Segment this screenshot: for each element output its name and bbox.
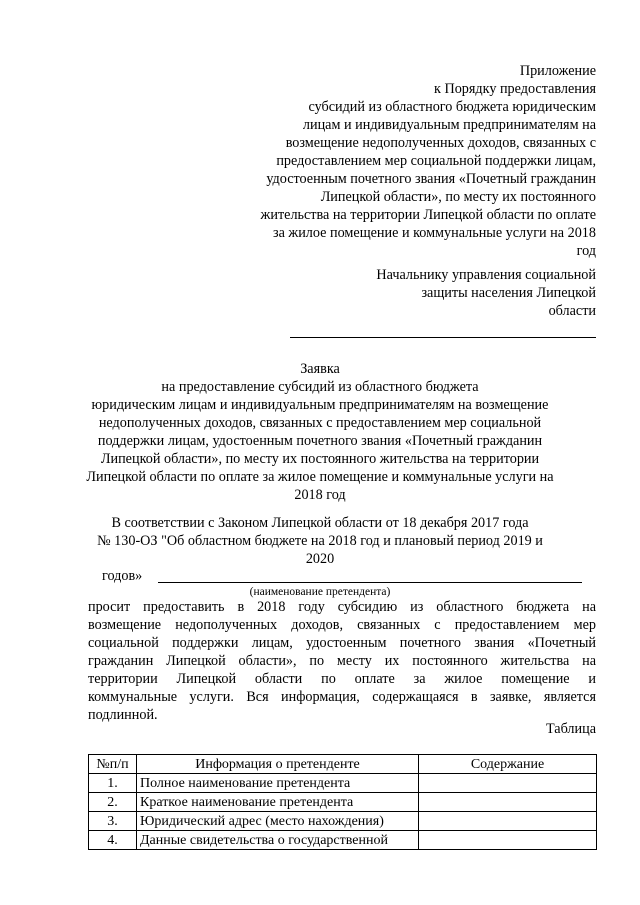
appendix-line: Приложение bbox=[519, 63, 596, 79]
table-row bbox=[89, 812, 597, 831]
row-content-cell[interactable] bbox=[419, 831, 597, 850]
appendix-header bbox=[196, 62, 596, 260]
row-number: 1. bbox=[89, 774, 137, 793]
appendix-line: жительства на территории Липецкой области по оплате bbox=[260, 207, 596, 223]
header-content: Содержание bbox=[419, 755, 597, 774]
years-word: годов» bbox=[102, 568, 143, 584]
row-info: Юридический адрес (место нахождения) bbox=[137, 812, 419, 831]
appendix-line: за жилое помещение и коммунальные услуги на 2018 bbox=[272, 225, 596, 241]
row-content-cell[interactable] bbox=[419, 812, 597, 831]
row-number: 4. bbox=[89, 831, 137, 850]
appendix-line: Липецкой области», по месту их постоянного bbox=[320, 189, 596, 205]
body-line: коммунальные услуги. Вся информация, содержащаяся в заявке, является bbox=[88, 689, 596, 705]
table-row bbox=[89, 831, 597, 850]
applicant-name-underline bbox=[158, 582, 582, 583]
applicant-info-table bbox=[88, 754, 597, 850]
application-title bbox=[44, 360, 596, 504]
appendix-line: год bbox=[576, 243, 596, 259]
table-row bbox=[89, 774, 597, 793]
appendix-line: лицам и индивидуальным предпринимателям на bbox=[302, 117, 596, 133]
addressee-block bbox=[276, 266, 596, 320]
appendix-line: к Порядку предоставления bbox=[434, 81, 596, 97]
applicant-name-field[interactable] bbox=[102, 567, 582, 585]
title-line: поддержки лицам, удостоенным почетного звания «Почетный гражданин bbox=[97, 433, 543, 449]
body-line: гражданин Липецкой области», по месту их постоянного жительства на bbox=[88, 653, 596, 669]
appendix-line: предоставлением мер социальной поддержки лицам, bbox=[276, 153, 596, 169]
body-line: просит предоставить в 2018 году субсидию из областного бюджета на bbox=[88, 599, 596, 615]
intro-paragraph bbox=[44, 514, 596, 568]
title-line: Липецкой области по оплате за жилое помещение и коммунальные услуги на bbox=[86, 469, 554, 485]
title-line: на предоставление субсидий из областного бюджета bbox=[161, 379, 479, 395]
addressee-line: защиты населения Липецкой bbox=[421, 285, 596, 301]
row-info: Краткое наименование претендента bbox=[137, 793, 419, 812]
addressee-line: области bbox=[548, 303, 596, 319]
row-content-cell[interactable] bbox=[419, 774, 597, 793]
body-line: возмещение недополученных доходов, связанных с предоставлением мер bbox=[88, 617, 596, 633]
addressee-line: Начальнику управления социальной bbox=[376, 267, 596, 283]
body-line: подлинной. bbox=[88, 707, 158, 723]
row-number: 3. bbox=[89, 812, 137, 831]
body-line: территории Липецкой области по оплате за жилое помещение и bbox=[88, 671, 596, 687]
title-line: Заявка bbox=[300, 361, 340, 377]
applicant-name-caption: (наименование претендента) bbox=[249, 586, 391, 598]
header-number: №п/п bbox=[89, 755, 137, 774]
title-line: юридическим лицам и индивидуальным предпринимателям на возмещение bbox=[91, 397, 549, 413]
title-line: недополученных доходов, связанных с предоставлением мер социальной bbox=[98, 415, 542, 431]
table-row bbox=[89, 793, 597, 812]
table-header-row bbox=[89, 755, 597, 774]
addressee-blank-line bbox=[290, 337, 596, 338]
row-info: Полное наименование претендента bbox=[137, 774, 419, 793]
title-line: 2018 год bbox=[294, 487, 346, 503]
row-content-cell[interactable] bbox=[419, 793, 597, 812]
intro-line: № 130-ОЗ "Об областном бюджете на 2018 год и плановый период 2019 и bbox=[97, 533, 543, 549]
body-line: социальной поддержки лицам, удостоенным почетного звания «Почетный bbox=[88, 635, 596, 651]
row-info: Данные свидетельства о государственной bbox=[137, 831, 419, 850]
appendix-line: удостоенным почетного звания «Почетный гражданин bbox=[266, 171, 596, 187]
appendix-line: возмещение недополученных доходов, связанных с bbox=[285, 135, 596, 151]
header-info: Информация о претенденте bbox=[137, 755, 419, 774]
request-paragraph bbox=[88, 598, 596, 724]
table-caption: Таблица bbox=[545, 721, 596, 737]
row-number: 2. bbox=[89, 793, 137, 812]
intro-line: 2020 bbox=[305, 551, 335, 567]
intro-line: В соответствии с Законом Липецкой области от 18 декабря 2017 года bbox=[111, 515, 529, 531]
title-line: Липецкой области», по месту их постоянного жительства на территории bbox=[100, 451, 540, 467]
appendix-line: субсидий из областного бюджета юридическим bbox=[308, 99, 596, 115]
